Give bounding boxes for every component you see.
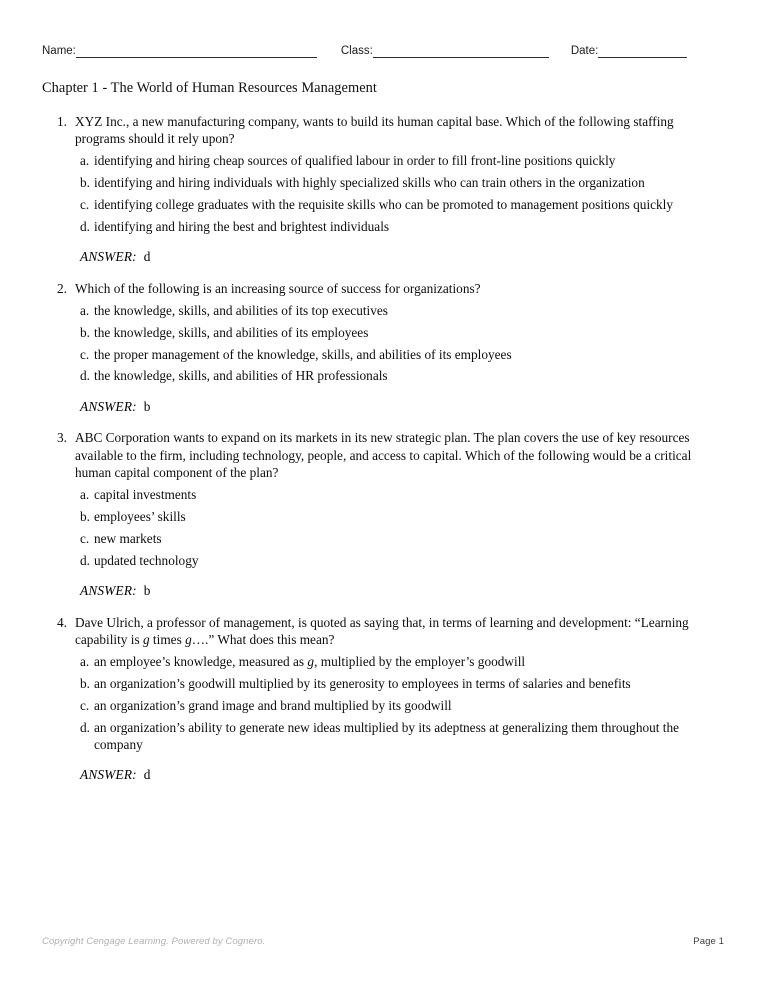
option-letter: c. (80, 530, 90, 546)
option-letter: c. (80, 197, 90, 213)
name-label: Name: (42, 45, 76, 57)
option-text: the knowledge, skills, and abilities of its top executives (94, 302, 388, 318)
answer-option[interactable] (42, 174, 724, 191)
text-run: times (149, 631, 186, 647)
answer-option[interactable] (42, 324, 724, 341)
answer-option[interactable] (42, 218, 724, 235)
option-text: identifying college graduates with the requisite skills who can be promoted to management positions quickly (94, 197, 674, 213)
question-stem (42, 429, 724, 481)
class-label: Class: (340, 45, 373, 57)
option-text: an organization’s goodwill multiplied by its generosity to employees in terms of salaries and benefits (94, 675, 631, 691)
option-letter: b. (80, 508, 90, 524)
option-text (94, 654, 525, 669)
option-letter: a. (80, 487, 90, 502)
answer-row (42, 582, 724, 599)
option-letter: b. (80, 675, 90, 691)
option-letter: b. (80, 175, 90, 191)
option-letter: a. (80, 302, 90, 318)
question-list (42, 113, 724, 798)
option-text: updated technology (94, 552, 199, 568)
answer-option[interactable] (42, 302, 724, 319)
question-stem-text: ABC Corporation wants to expand on its markets in its new strategic plan. The plan covers the use of key resources available to the firm, including technology, people, and access to capital. Which of the following would be a critical human capital component of the plan? (75, 430, 692, 481)
option-letter: a. (80, 653, 90, 669)
student-info-header (42, 44, 724, 58)
question-block (42, 113, 724, 266)
option-letter: d. (80, 368, 90, 384)
question-stem (42, 614, 724, 649)
option-letter: d. (80, 719, 90, 735)
option-text: employees’ skills (94, 508, 186, 524)
option-text: the proper management of the knowledge, skills, and abilities of its employees (94, 346, 512, 362)
question-block (42, 614, 724, 784)
name-input-rule[interactable] (76, 44, 317, 58)
option-letter: c. (80, 346, 90, 362)
text-run: , multiplied by the employer’s goodwill (314, 653, 526, 669)
answer-option[interactable] (42, 486, 724, 503)
footer-copyright: Copyright Cengage Learning. Powered by Cognero. (42, 936, 266, 947)
answer-option[interactable] (42, 719, 724, 754)
option-text: an organization’s ability to generate new ideas multiplied by its adeptness at generalizing them throughout the company (94, 719, 680, 752)
option-text: identifying and hiring cheap sources of qualified labour in order to fill front-line positions quickly (94, 153, 616, 169)
answer-options (42, 152, 724, 235)
italic-variable: g (185, 631, 192, 647)
answer-option[interactable] (42, 530, 724, 547)
answer-row (42, 766, 724, 783)
option-text: an organization’s grand image and brand multiplied by its goodwill (94, 697, 452, 713)
answer-options (42, 302, 724, 385)
italic-variable: g (142, 631, 150, 647)
date-input-rule[interactable] (598, 44, 687, 58)
answer-option[interactable] (42, 675, 724, 692)
answer-options (42, 653, 724, 754)
answer-value: d (143, 767, 151, 783)
answer-options (42, 486, 724, 569)
italic-variable: g (307, 653, 315, 669)
question-block (42, 429, 724, 599)
class-input-rule[interactable] (373, 44, 549, 58)
answer-option[interactable] (42, 552, 724, 569)
answer-label: ANSWER: (80, 767, 137, 783)
question-number: 4. (57, 614, 67, 630)
chapter-title: Chapter 1 - The World of Human Resources Management (42, 80, 377, 96)
answer-label: ANSWER: (80, 398, 137, 414)
answer-value: b (143, 583, 151, 599)
date-label: Date: (570, 45, 599, 57)
answer-option[interactable] (42, 653, 724, 670)
option-text: the knowledge, skills, and abilities of its employees (94, 324, 369, 340)
option-letter: d. (80, 552, 90, 568)
text-run: ….” What does this mean? (191, 631, 335, 647)
option-letter: a. (80, 153, 90, 169)
answer-row (42, 398, 724, 415)
date-field[interactable] (571, 44, 688, 58)
option-letter: c. (80, 697, 90, 713)
answer-label: ANSWER: (80, 583, 137, 599)
name-field[interactable] (42, 44, 317, 58)
class-field[interactable] (341, 44, 549, 58)
text-run: an employee’s knowledge, measured as (94, 653, 308, 669)
answer-option[interactable] (42, 508, 724, 525)
option-letter: d. (80, 219, 90, 235)
answer-option[interactable] (42, 697, 724, 714)
answer-row (42, 248, 724, 265)
answer-option[interactable] (42, 152, 724, 169)
option-letter: b. (80, 324, 90, 340)
footer-page-number: Page 1 (693, 936, 724, 947)
option-text: new markets (94, 530, 162, 546)
option-text: capital investments (94, 487, 197, 502)
question-stem (42, 280, 724, 297)
answer-option[interactable] (42, 196, 724, 213)
answer-option[interactable] (42, 367, 724, 384)
question-stem-text: XYZ Inc., a new manufacturing company, wants to build its human capital base. Which of the following staffing programs should it rely upon? (75, 114, 674, 147)
question-stem (42, 113, 724, 148)
question-number: 3. (57, 430, 67, 446)
question-stem-text (75, 615, 689, 647)
question-number: 2. (57, 280, 67, 296)
answer-label: ANSWER: (80, 249, 137, 265)
answer-value: d (143, 249, 151, 265)
question-block (42, 280, 724, 415)
text-run: Dave Ulrich, a professor of management, is quoted as saying that, in terms of learning and development: “Learning capability is (75, 614, 689, 647)
option-text: identifying and hiring individuals with highly specialized skills who can train others in the organization (94, 175, 645, 191)
question-stem-text: Which of the following is an increasing source of success for organizations? (75, 280, 481, 296)
answer-option[interactable] (42, 346, 724, 363)
option-text: the knowledge, skills, and abilities of HR professionals (94, 368, 388, 384)
question-number: 1. (57, 114, 67, 129)
answer-value: b (143, 398, 151, 414)
option-text: identifying and hiring the best and brightest individuals (94, 219, 390, 235)
page-footer (42, 936, 724, 947)
